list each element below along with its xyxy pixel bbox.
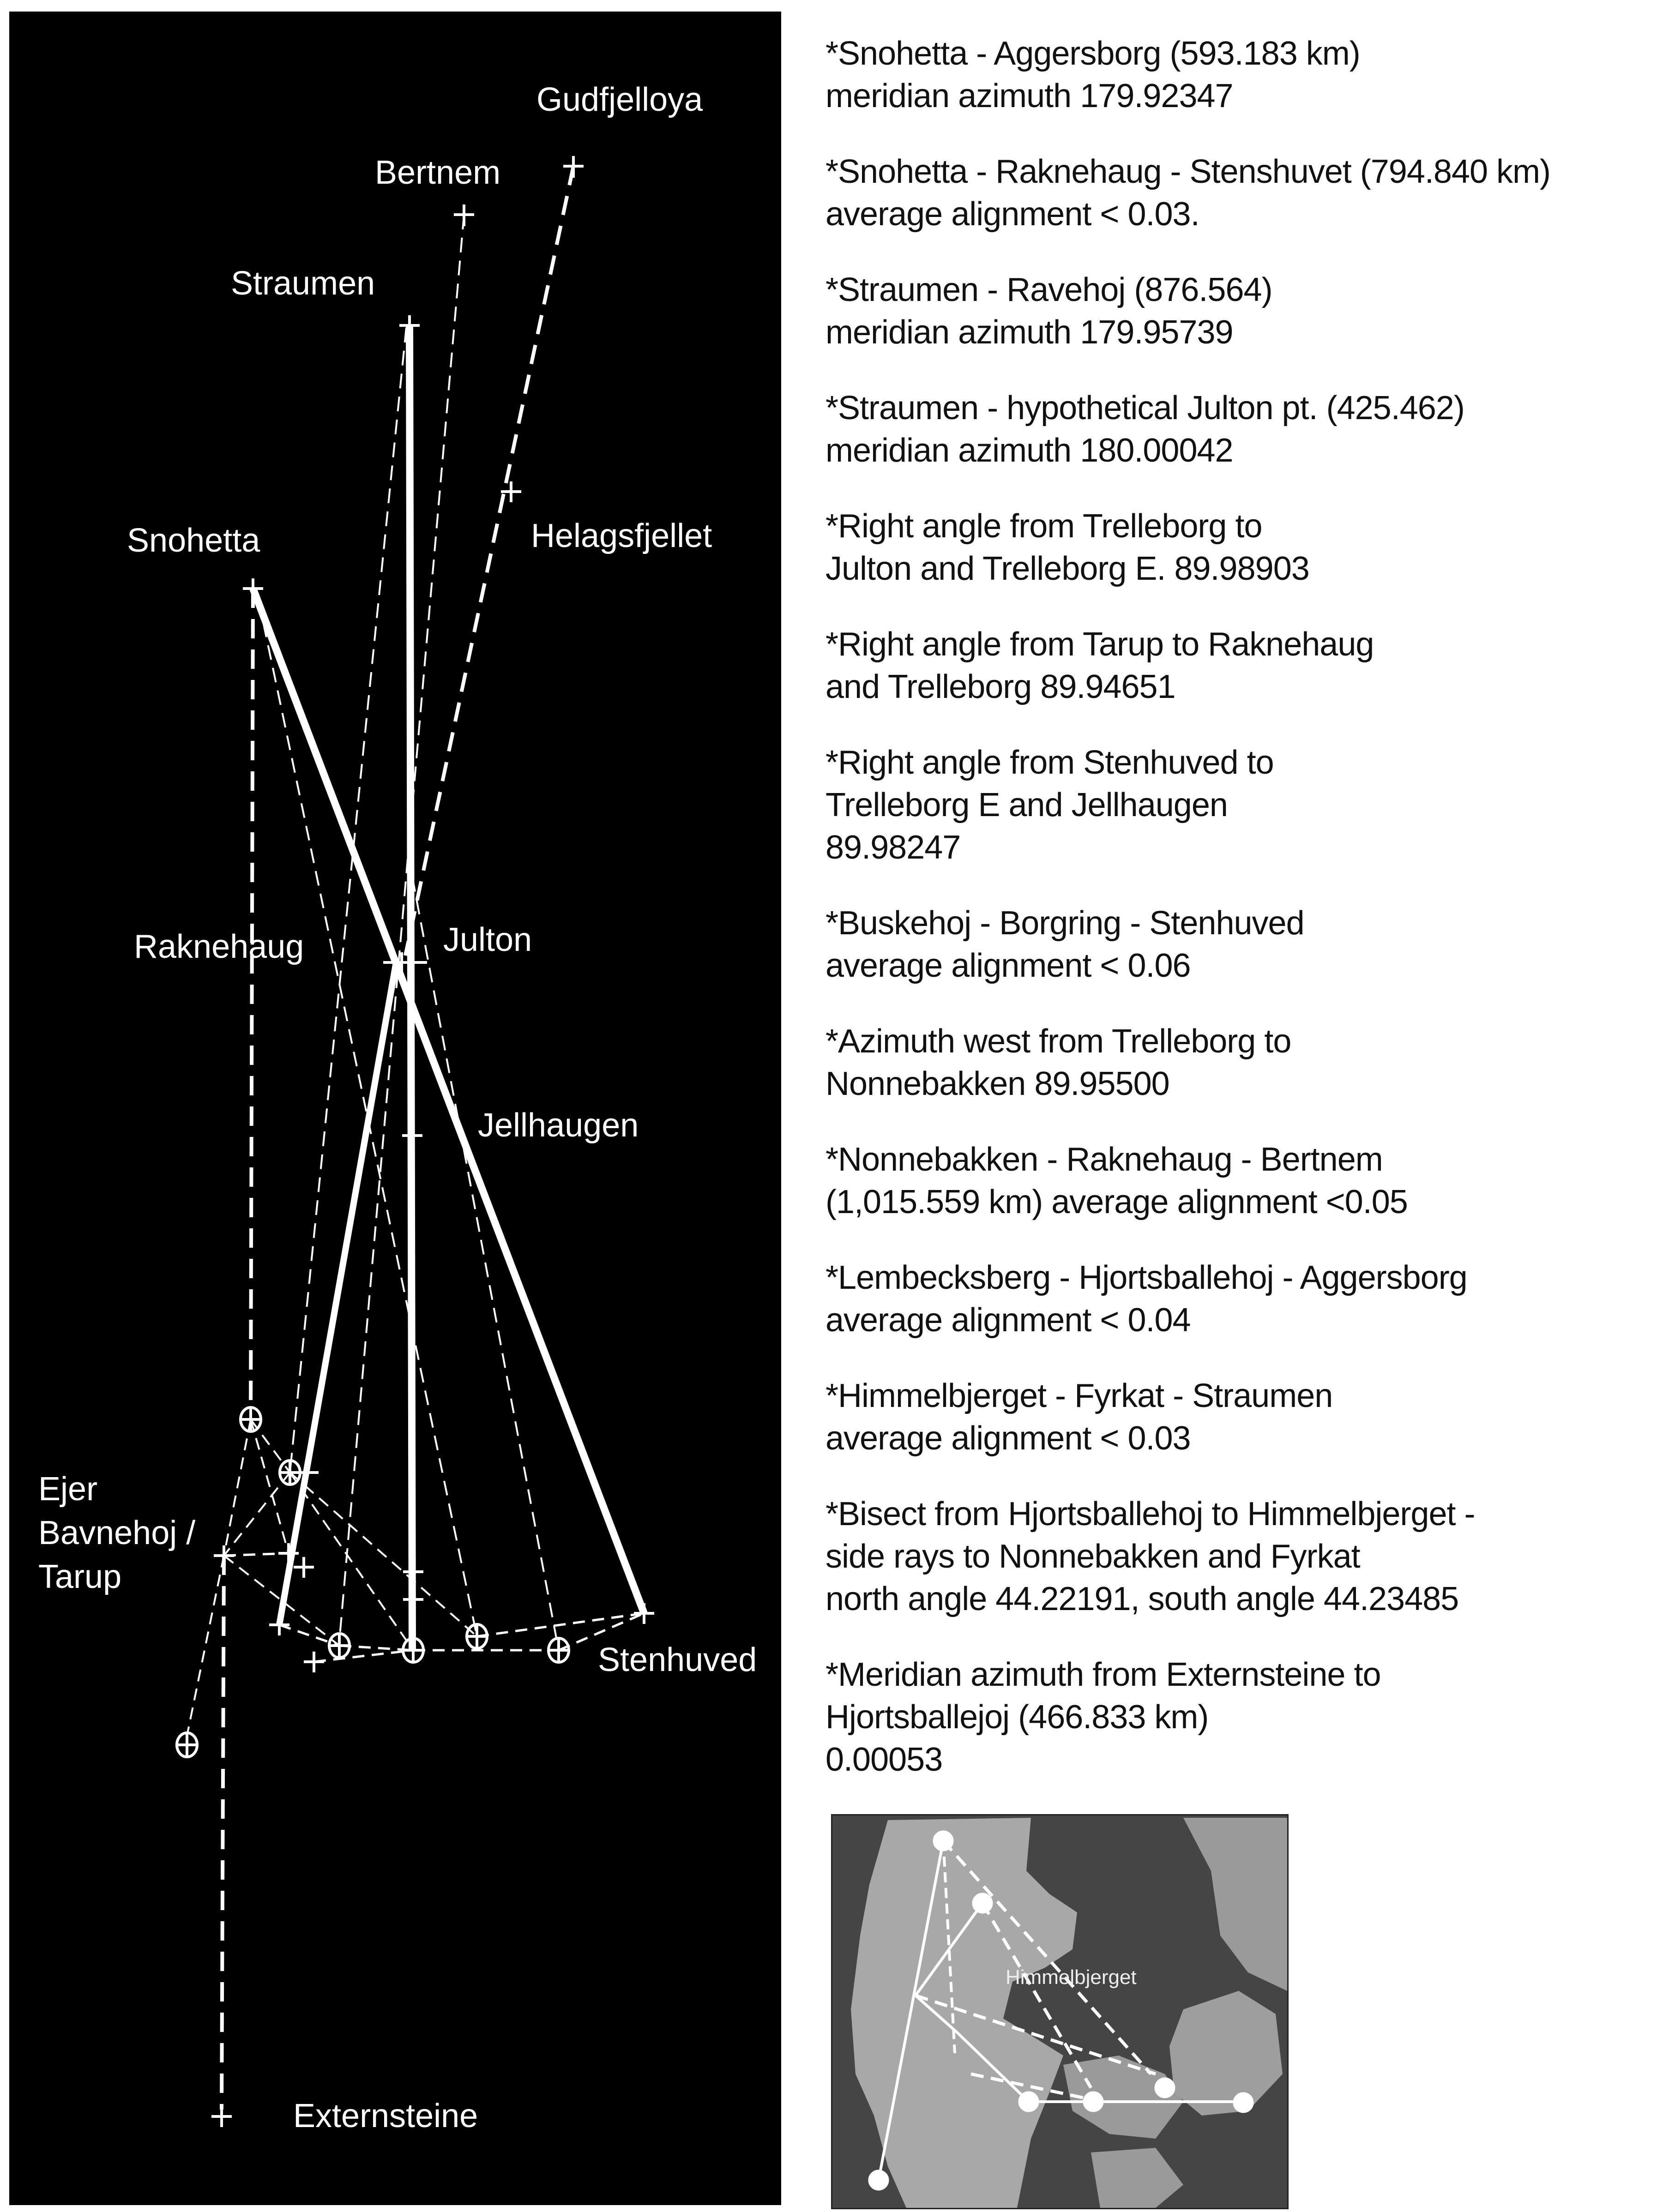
note-item: *Lembecksberg - Hjortsballehoj - Aggersborg average alignment < 0.04 (825, 1259, 1467, 1339)
straumen-meridian-line (410, 325, 412, 1650)
note-item: *Snohetta - Aggersborg (593.183 km) meridian azimuth 179.92347 (825, 35, 1360, 114)
circle-cross-marker (467, 1624, 487, 1648)
note-item: *Nonnebakken - Raknehaug - Bertnem (1,015.559 km) average alignment <0.05 (825, 1141, 1408, 1220)
circle-cross-marker (403, 1638, 423, 1662)
label-straumen: Straumen (231, 265, 375, 302)
note-item: *Right angle from Trelleborg to Julton and Trelleborg E. 89.98903 (825, 508, 1309, 587)
note-item: *Meridian azimuth from Externsteine to Hjortsballejoj (466.833 km) 0.00053 (825, 1656, 1381, 1778)
label-ejer-bavnehoj-3: Tarup (38, 1558, 122, 1595)
label-snohetta: Snohetta (127, 522, 260, 559)
circle-cross-marker (548, 1638, 569, 1662)
label-raknehaug: Raknehaug (134, 928, 304, 965)
note-item: *Azimuth west from Trelleborg to Nonnebakken 89.95500 (825, 1023, 1291, 1102)
label-externsteine: Externsteine (293, 2098, 478, 2134)
note-item: *Bisect from Hjortsballehoj to Himmelbjerget - side rays to Nonnebakken and Fyrkat north angle 44.22191, south angle 44.23485 (825, 1496, 1475, 1617)
note-item: *Straumen - hypothetical Julton pt. (425.462) meridian azimuth 180.00042 (825, 390, 1464, 469)
label-jellhaugen: Jellhaugen (478, 1107, 639, 1144)
circle-cross-marker (177, 1733, 197, 1757)
circle-cross-marker (241, 1407, 261, 1431)
label-stenhuved: Stenhuved (598, 1641, 757, 1678)
note-item: *Buskehoj - Borgring - Stenhuved average alignment < 0.06 (825, 905, 1304, 984)
alignment-notes (825, 32, 1657, 1814)
diagram-panel (9, 12, 781, 2205)
note-item: *Himmelbjerget - Fyrkat - Straumen average alignment < 0.03 (825, 1377, 1333, 1457)
circle-cross-marker (329, 1634, 349, 1658)
note-item: *Right angle from Stenhuved to Trelleborg E and Jellhaugen 89.98247 (825, 744, 1274, 866)
label-bertnem: Bertnem (375, 154, 501, 191)
label-helagsfjellet: Helagsfjellet (531, 517, 712, 554)
note-item: *Straumen - Ravehoj (876.564) meridian azimuth 179.95739 (825, 271, 1272, 351)
label-ejer-bavnehoj-2: Bavnehoj / (38, 1515, 196, 1551)
inset-map-graphic (832, 1815, 1287, 2208)
note-item: *Right angle from Tarup to Raknehaug and Trelleborg 89.94651 (825, 626, 1374, 705)
label-ejer-bavnehoj-1: Ejer (38, 1471, 98, 1508)
label-julton: Julton (443, 921, 532, 958)
note-item: *Snohetta - Raknehaug - Stenshuvet (794.840 km) average alignment < 0.03. (825, 153, 1550, 233)
circle-cross-marker (280, 1461, 300, 1485)
inset-satellite-map (831, 1814, 1289, 2209)
inset-label-himmelbjerget: Himmelbjerget (1006, 1966, 1137, 1989)
label-gudfjelloya: Gudfjelloya (536, 81, 703, 118)
